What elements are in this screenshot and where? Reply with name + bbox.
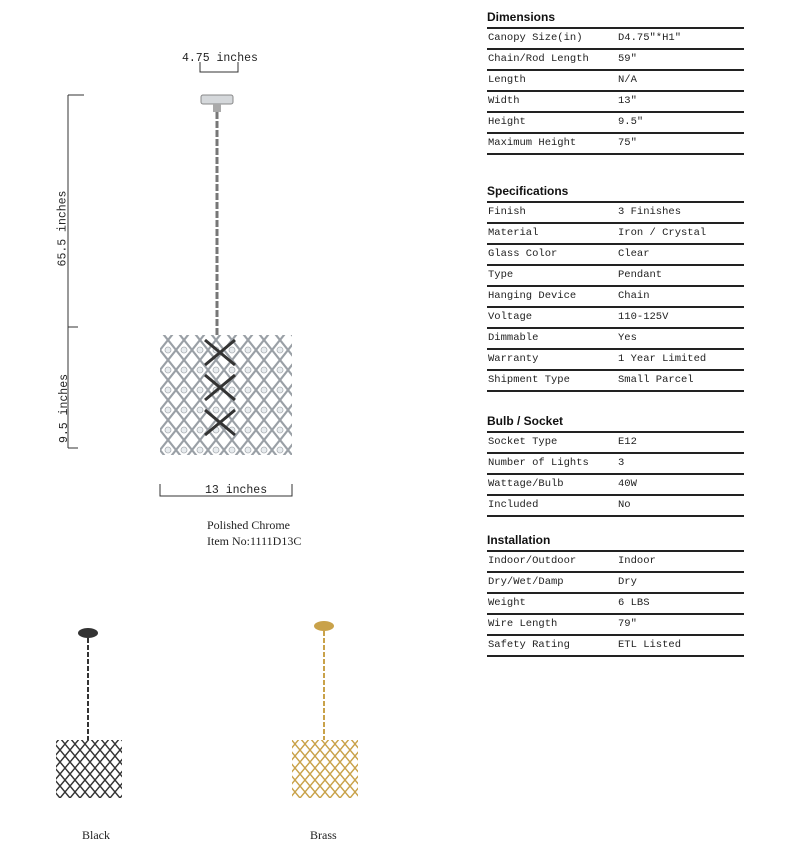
- spec-label: Canopy Size(in): [488, 32, 583, 44]
- spec-label: Width: [488, 95, 520, 107]
- spec-label: Number of Lights: [488, 457, 589, 469]
- spec-label: Maximum Height: [488, 137, 577, 149]
- table-row: [487, 431, 744, 452]
- brass-variant-image: [292, 621, 358, 798]
- spec-label: Finish: [488, 206, 526, 218]
- spec-value: 40W: [618, 478, 637, 490]
- spec-value: Iron / Crystal: [618, 227, 707, 239]
- spec-label: Voltage: [488, 311, 533, 323]
- table-row: [487, 592, 744, 613]
- variant-label-brass: Brass: [310, 828, 337, 842]
- spec-label: Safety Rating: [488, 639, 570, 651]
- spec-label: Length: [488, 74, 526, 86]
- black-variant-image: [56, 628, 122, 798]
- spec-value: D4.75"*H1": [618, 32, 682, 44]
- spec-value: Small Parcel: [618, 374, 694, 386]
- item-number: Item No:1111D13C: [207, 534, 302, 548]
- dimensions-table: [487, 11, 744, 155]
- spec-label: Wattage/Bulb: [488, 478, 564, 490]
- table-row: [487, 571, 744, 592]
- table-row: [487, 27, 744, 48]
- table-row: [487, 243, 744, 264]
- spec-label: Material: [488, 227, 539, 239]
- spec-value: Indoor: [618, 555, 656, 567]
- spec-value: Dry: [618, 576, 637, 588]
- spec-value: 1 Year Limited: [618, 353, 707, 365]
- section-title: Dimensions: [487, 10, 556, 24]
- spec-label: Type: [488, 269, 514, 281]
- chain-height-label: 65.5 inches: [56, 190, 70, 267]
- spec-label: Indoor/Outdoor: [488, 555, 577, 567]
- canopy-width-label: 4.75 inches: [182, 52, 258, 65]
- spec-value: 110-125V: [618, 311, 669, 323]
- spec-value: 75": [618, 137, 637, 149]
- table-row: [487, 69, 744, 90]
- spec-label: Hanging Device: [488, 290, 577, 302]
- spec-label: Glass Color: [488, 248, 558, 260]
- finish-name: Polished Chrome: [207, 518, 290, 532]
- table-row: [487, 48, 744, 69]
- spec-label: Warranty: [488, 353, 539, 365]
- spec-value: 59": [618, 53, 637, 65]
- bulb-socket-table: [487, 415, 744, 517]
- table-row: [487, 452, 744, 473]
- section-title: Installation: [487, 533, 551, 547]
- spec-value: Chain: [618, 290, 650, 302]
- section-title: Bulb / Socket: [487, 414, 564, 428]
- installation-table: [487, 534, 744, 657]
- spec-value: 3 Finishes: [618, 206, 682, 218]
- spec-value: 6 LBS: [618, 597, 650, 609]
- spec-value: Yes: [618, 332, 637, 344]
- spec-value: No: [618, 499, 631, 511]
- table-row: [487, 201, 744, 222]
- section-title: Specifications: [487, 184, 569, 198]
- spec-value: ETL Listed: [618, 639, 682, 651]
- spec-value: 13": [618, 95, 637, 107]
- main-lamp-image: [160, 95, 292, 455]
- variant-label-black: Black: [82, 828, 110, 842]
- table-row: [487, 369, 744, 392]
- table-row: [487, 550, 744, 571]
- spec-label: Dimmable: [488, 332, 539, 344]
- table-row: [487, 494, 744, 517]
- table-row: [487, 222, 744, 243]
- spec-value: 3: [618, 457, 625, 469]
- spec-label: Dry/Wet/Damp: [488, 576, 564, 588]
- spec-label: Chain/Rod Length: [488, 53, 589, 65]
- table-row: [487, 264, 744, 285]
- spec-value: E12: [618, 436, 637, 448]
- table-row: [487, 306, 744, 327]
- table-row: [487, 285, 744, 306]
- fixture-width-label: 13 inches: [205, 484, 268, 497]
- spec-value: Pendant: [618, 269, 663, 281]
- table-row: [487, 634, 744, 657]
- spec-label: Weight: [488, 597, 526, 609]
- spec-label: Shipment Type: [488, 374, 570, 386]
- spec-label: Height: [488, 116, 526, 128]
- table-row: [487, 327, 744, 348]
- spec-value: N/A: [618, 74, 637, 86]
- table-row: [487, 111, 744, 132]
- table-row: [487, 348, 744, 369]
- table-row: [487, 473, 744, 494]
- table-row: [487, 613, 744, 634]
- spec-label: Socket Type: [488, 436, 558, 448]
- table-row: [487, 132, 744, 155]
- spec-value: Clear: [618, 248, 650, 260]
- table-row: [487, 90, 744, 111]
- fixture-height-label: 9.5 inches: [58, 373, 72, 444]
- spec-value: 9.5": [618, 116, 644, 128]
- spec-label: Included: [488, 499, 539, 511]
- specifications-table: [487, 185, 744, 392]
- spec-value: 79": [618, 618, 637, 630]
- spec-label: Wire Length: [488, 618, 558, 630]
